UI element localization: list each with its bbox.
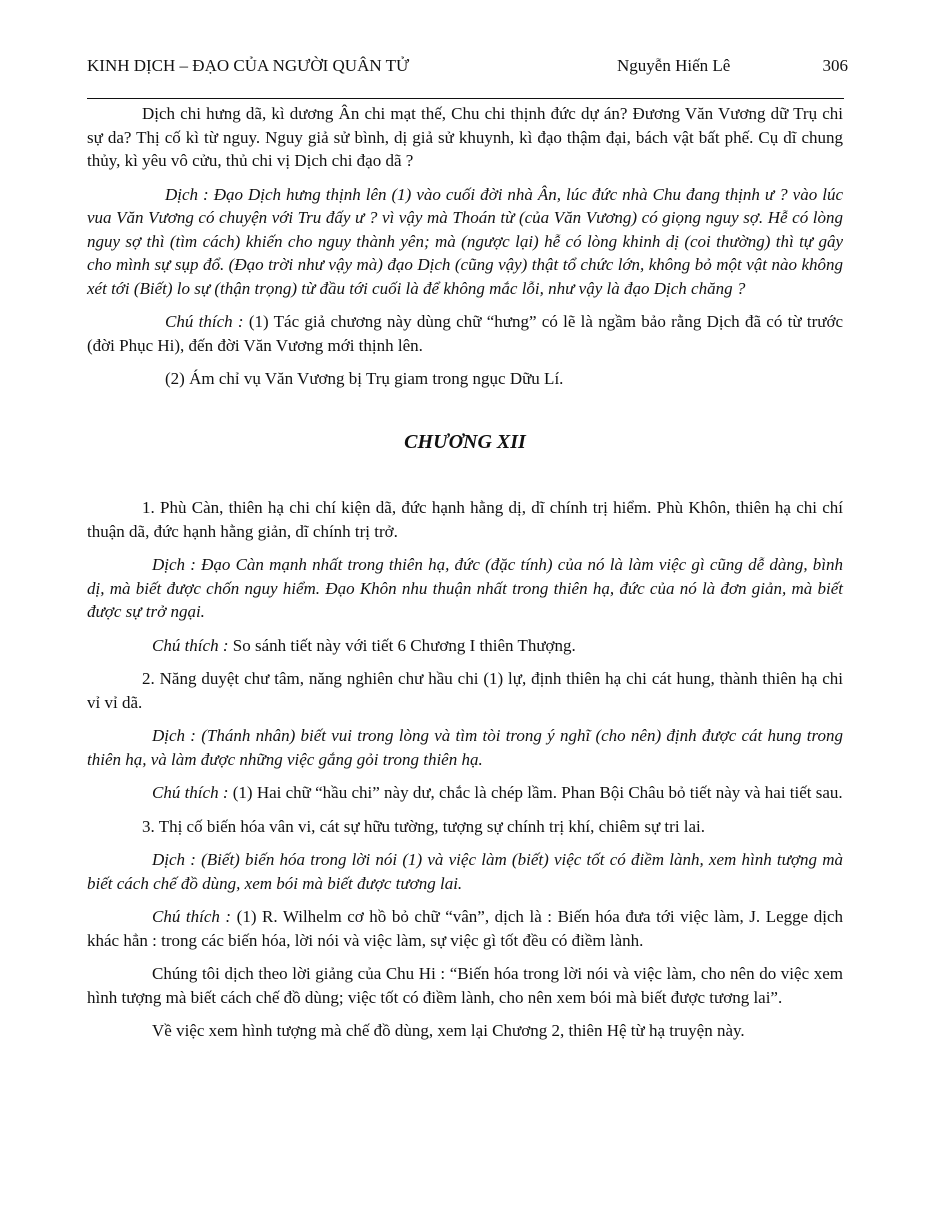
note-text: (1) Hai chữ “hầu chi” này dư, chắc là chép lầm. Phan Bội Châu bỏ tiết này và hai tiết sau.	[228, 783, 843, 802]
note-label: Chú thích :	[152, 907, 232, 926]
section-1-text: 1. Phù Càn, thiên hạ chi chí kiện dã, đức hạnh hằng dị, dĩ chính trị hiểm. Phù Khôn, thiên hạ chi chí thuận dã, đức hạnh hằng giản, dĩ chính trị trở.	[87, 498, 843, 541]
note-text: (1) Tác giả chương này dùng chữ “hưng” có lẽ là ngầm bảo rằng Dịch đã có từ trước (đời Phục Hi), đến đời Văn Vương mới thịnh lên.	[87, 312, 843, 355]
note-paragraph	[87, 310, 843, 357]
note-text: So sánh tiết này với tiết 6 Chương I thiên Thượng.	[228, 635, 576, 655]
section-3-paragraph-2: Chúng tôi dịch theo lời giảng của Chu Hi : “Biến hóa trong lời nói và việc làm, cho nên do việc xem hình tượng mà biết cách chế đồ dùng; việc tốt có điềm lành, cho nên xem bói mà biết được tương lai”.	[87, 964, 843, 1007]
author-name: Nguyễn Hiến Lê	[617, 56, 731, 75]
section-2-note	[87, 781, 843, 805]
page-content	[87, 102, 843, 1053]
section-3-text: 3. Thị cố biến hóa vân vi, cát sự hữu tường, tượng sự chính trị khí, chiêm sự tri lai.	[142, 816, 706, 836]
note-label: Chú thích :	[152, 783, 229, 802]
original-text-paragraph: Dịch chi hưng dã, kì dương Ân chi mạt thế, Chu chi thịnh đức dự án? Đương Văn Vương dữ Trụ chi sự da? Thị cố kì từ nguy. Nguy giả sử bình, dị giả sử khuynh, kì đạo thậm đại, bách vật bất phế. Cụ dĩ chung thủy, kì yêu vô cửu, thủ chi vị Dịch chi đạo dã ?	[87, 104, 843, 170]
section-2-text: 2. Năng duyệt chư tâm, năng nghiên chư hầu chi (1) lự, định thiên hạ chi cát hung, thành thiên hạ chi vỉ vỉ dã.	[87, 669, 843, 712]
translation-paragraph: Dịch : Đạo Dịch hưng thịnh lên (1) vào cuối đời nhà Ân, lúc đức nhà Chu đang thịnh ư ? vào lúc vua Văn Vương có chuyện với Tru đấy ư ? vì vậy mà Thoán từ (của Văn Vương) có giọng nguy sợ. Hễ có lòng nguy sợ thì (tìm cách) khiến cho nguy thành yên; mà (ngược lại) hễ có lòng khinh dị (coi thường) thì tự gây cho mình sự sụp đổ. (Đạo trời như vậy mà) đạo Dịch (cũng vậy) thật tổ chức lớn, không bỏ một vật nào không xét tới (Biết) lo sự (thận trọng) từ đầu tới cuối là để không mắc lỗi, như vậy là đạo Dịch chăng ?	[87, 184, 843, 298]
section-3-translation: Dịch : (Biết) biến hóa trong lời nói (1) và việc làm (biết) việc tốt có điềm lành, xem hình tượng mà biết cách chế đồ dùng, xem bói mà biết được tương lai.	[87, 850, 843, 893]
header-rule	[87, 98, 844, 99]
section-1-note	[87, 634, 843, 658]
chapter-title: CHƯƠNG XII	[404, 430, 526, 453]
note-label: Chú thích :	[152, 635, 229, 655]
section-2-translation: Dịch : (Thánh nhân) biết vui trong lòng và tìm tòi trong ý nghĩ (cho nên) định được cát hung trong thiên hạ, và làm được những việc gắng gỏi trong thiên hạ.	[87, 726, 843, 769]
note-label: Chú thích :	[165, 312, 244, 331]
note-text: (1) R. Wilhelm cơ hồ bỏ chữ “vân”, dịch là : Biến hóa đưa tới việc làm, J. Legge dịch khác hẳn : trong các biến hóa, lời nói và việc làm, sự việc gì tốt đều có điềm lành.	[87, 907, 843, 950]
page-header	[87, 56, 848, 82]
page-number: 306	[822, 56, 848, 75]
section-1-translation: Dịch : Đạo Càn mạnh nhất trong thiên hạ, đức (đặc tính) của nó là làm việc gì cũng dễ dàng, bình dị, mà biết được chốn nguy hiểm. Đạo Khôn nhu thuận nhất trong thiên hạ, đức của nó là đơn giản, mà biết được sự trở ngại.	[87, 555, 843, 621]
section-3-note	[87, 905, 843, 952]
book-title: KINH DỊCH – ĐẠO CỦA NGƯỜI QUÂN TỬ	[87, 56, 410, 75]
note-paragraph-2: (2) Ám chỉ vụ Văn Vương bị Trụ giam trong ngục Dữu Lí.	[165, 369, 564, 388]
section-3-paragraph-3: Về việc xem hình tượng mà chế đồ dùng, xem lại Chương 2, thiên Hệ từ hạ truyện này.	[152, 1021, 745, 1040]
